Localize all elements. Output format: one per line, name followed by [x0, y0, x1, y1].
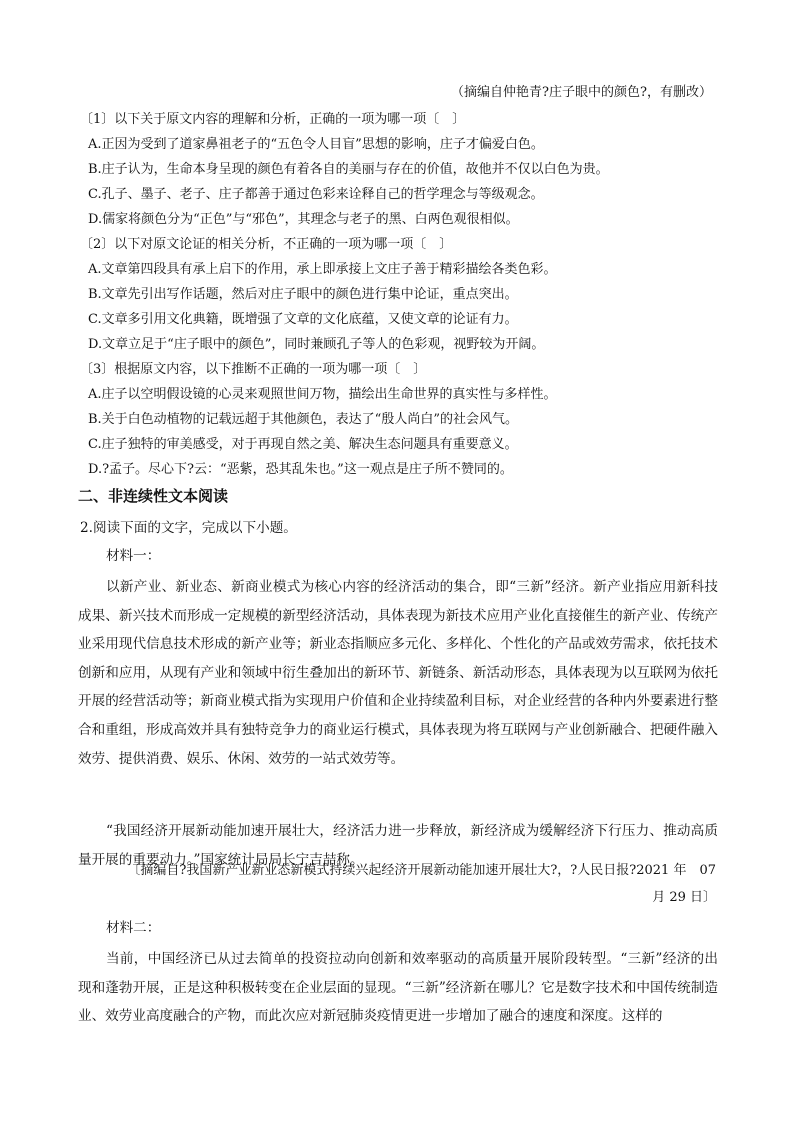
material-2-label: 材料二： [106, 920, 161, 936]
question-1-stem: 〔1〕以下关于原文内容的理解和分析，正确的一项为哪一项〔 〕 [80, 112, 466, 127]
question-2-option-b: B.文章先引出写作话题，然后对庄子眼中的颜色进行集中论证，重点突出。 [88, 287, 518, 302]
material-2-paragraph-1: 当前，中国经济已从过去简单的投资拉动向创新和效率驱动的高质量开展阶段转型。“三新”经济的出现和蓬勃开展，正是这种积极转变在企业层面的显现。“三新”经济新在哪儿？它是数字技术和中国传统制造业、效劳业高度融合的产物，而此次应对新冠肺炎疫情更进一步增加了融合的速度和深度。这样的 [78, 951, 718, 1025]
material-1-paragraph-1: 以新产业、新业态、新商业模式为核心内容的经济活动的集合，即“三新”经济。新产业指应用新科技成果、新兴技术而形成一定规模的新型经济活动，具体表现为新技术应用产业化直接催生的新产业、传统产业采用现代信息技术形成的新产业等；新业态指顺应多元化、多样化、个性化的产品或效劳需求，依托技术创新和应用，从现有产业和领域中衍生叠加出的新环节、新链条、新活动形态，具体表现为以互联网为依托开展的经营活动等；新商业模式指为实现用户价值和企业持续盈利目标，对企业经营的各种内外要素进行整合和重组，形成高效并具有独特竞争力的商业运行模式，具体表现为将互联网与产业创新融合、把硬件融入效劳、提供消费、娱乐、休闲、效劳的一站式效劳等。 [78, 579, 718, 767]
question-2-option-a: A.文章第四段具有承上启下的作用，承上即承接上文庄子善于精彩描绘各类色彩。 [88, 262, 557, 277]
question-1-option-c: C.孔子、墨子、老子、庄子都善于通过色彩来诠释自己的哲学理念与等级观念。 [88, 187, 544, 202]
question-3-stem: 〔3〕根据原文内容，以下推断不正确的一项为哪一项〔 〕 [80, 362, 427, 377]
task-instruction: 2.阅读下面的文字，完成以下小题。 [80, 520, 297, 536]
material-1-label: 材料一： [106, 548, 161, 564]
question-1-option-a: A.正因为受到了道家鼻祖老子的“五色令人目盲”思想的影响，庄子才偏爱白色。 [88, 137, 544, 152]
question-3-option-c: C.庄子独特的审美感受，对于再现自然之美、解决生态问题具有重要意义。 [88, 437, 518, 452]
question-3-option-a: A.庄子以空明假设镜的心灵来观照世间万物，描绘出生命世界的真实性与多样性。 [88, 387, 557, 402]
question-3-option-d: D.?孟子。尽心下?云：“恶紫，恐其乱朱也。”这一观点是庄子所不赞同的。 [88, 462, 513, 477]
question-2-option-d: D.文章立足于“庄子眼中的颜色”，同时兼顾孔子等人的色彩观，视野较为开阔。 [88, 337, 545, 352]
section-heading: 二、非连续性文本阅读 [78, 487, 229, 505]
question-1-option-d: D.儒家将颜色分为“正色”与“邪色”，其理念与老子的黑、白两色观很相似。 [88, 212, 519, 227]
question-1-option-b: B.庄子认为，生命本身呈现的颜色有着各自的美丽与存在的价值，故他并不仅以白色为贵。 [88, 162, 609, 177]
question-3-option-b: B.关于白色动植物的记载远超于其他颜色，表达了“殷人尚白”的社会风气。 [88, 412, 518, 427]
material-1-paragraph-2: “我国经济开展新动能加速开展壮大，经济活力进一步释放，新经济成为缓解经济下行压力、推动高质量开展的重要动力。”国家统计局局长宁吉喆称。 [78, 823, 718, 868]
source-note-1: （摘编自仲艳青?庄子眼中的颜色?，有删改） [451, 85, 712, 100]
question-2-stem: 〔2〕以下对原文论证的相关分析，不正确的一项为哪一项〔 〕 [80, 237, 453, 252]
question-2-option-c: C.文章多引用文化典籍，既增强了文章的文化底蕴，又使文章的论证有力。 [88, 312, 518, 327]
source-note-2-line-1: 〔摘编自?我国新产业新业态新模式持续兴起经济开展新动能加速开展壮大?，?人民日报?2021 年 07 [127, 863, 716, 878]
source-note-2-line-2: 月 29 日〕 [652, 890, 716, 905]
